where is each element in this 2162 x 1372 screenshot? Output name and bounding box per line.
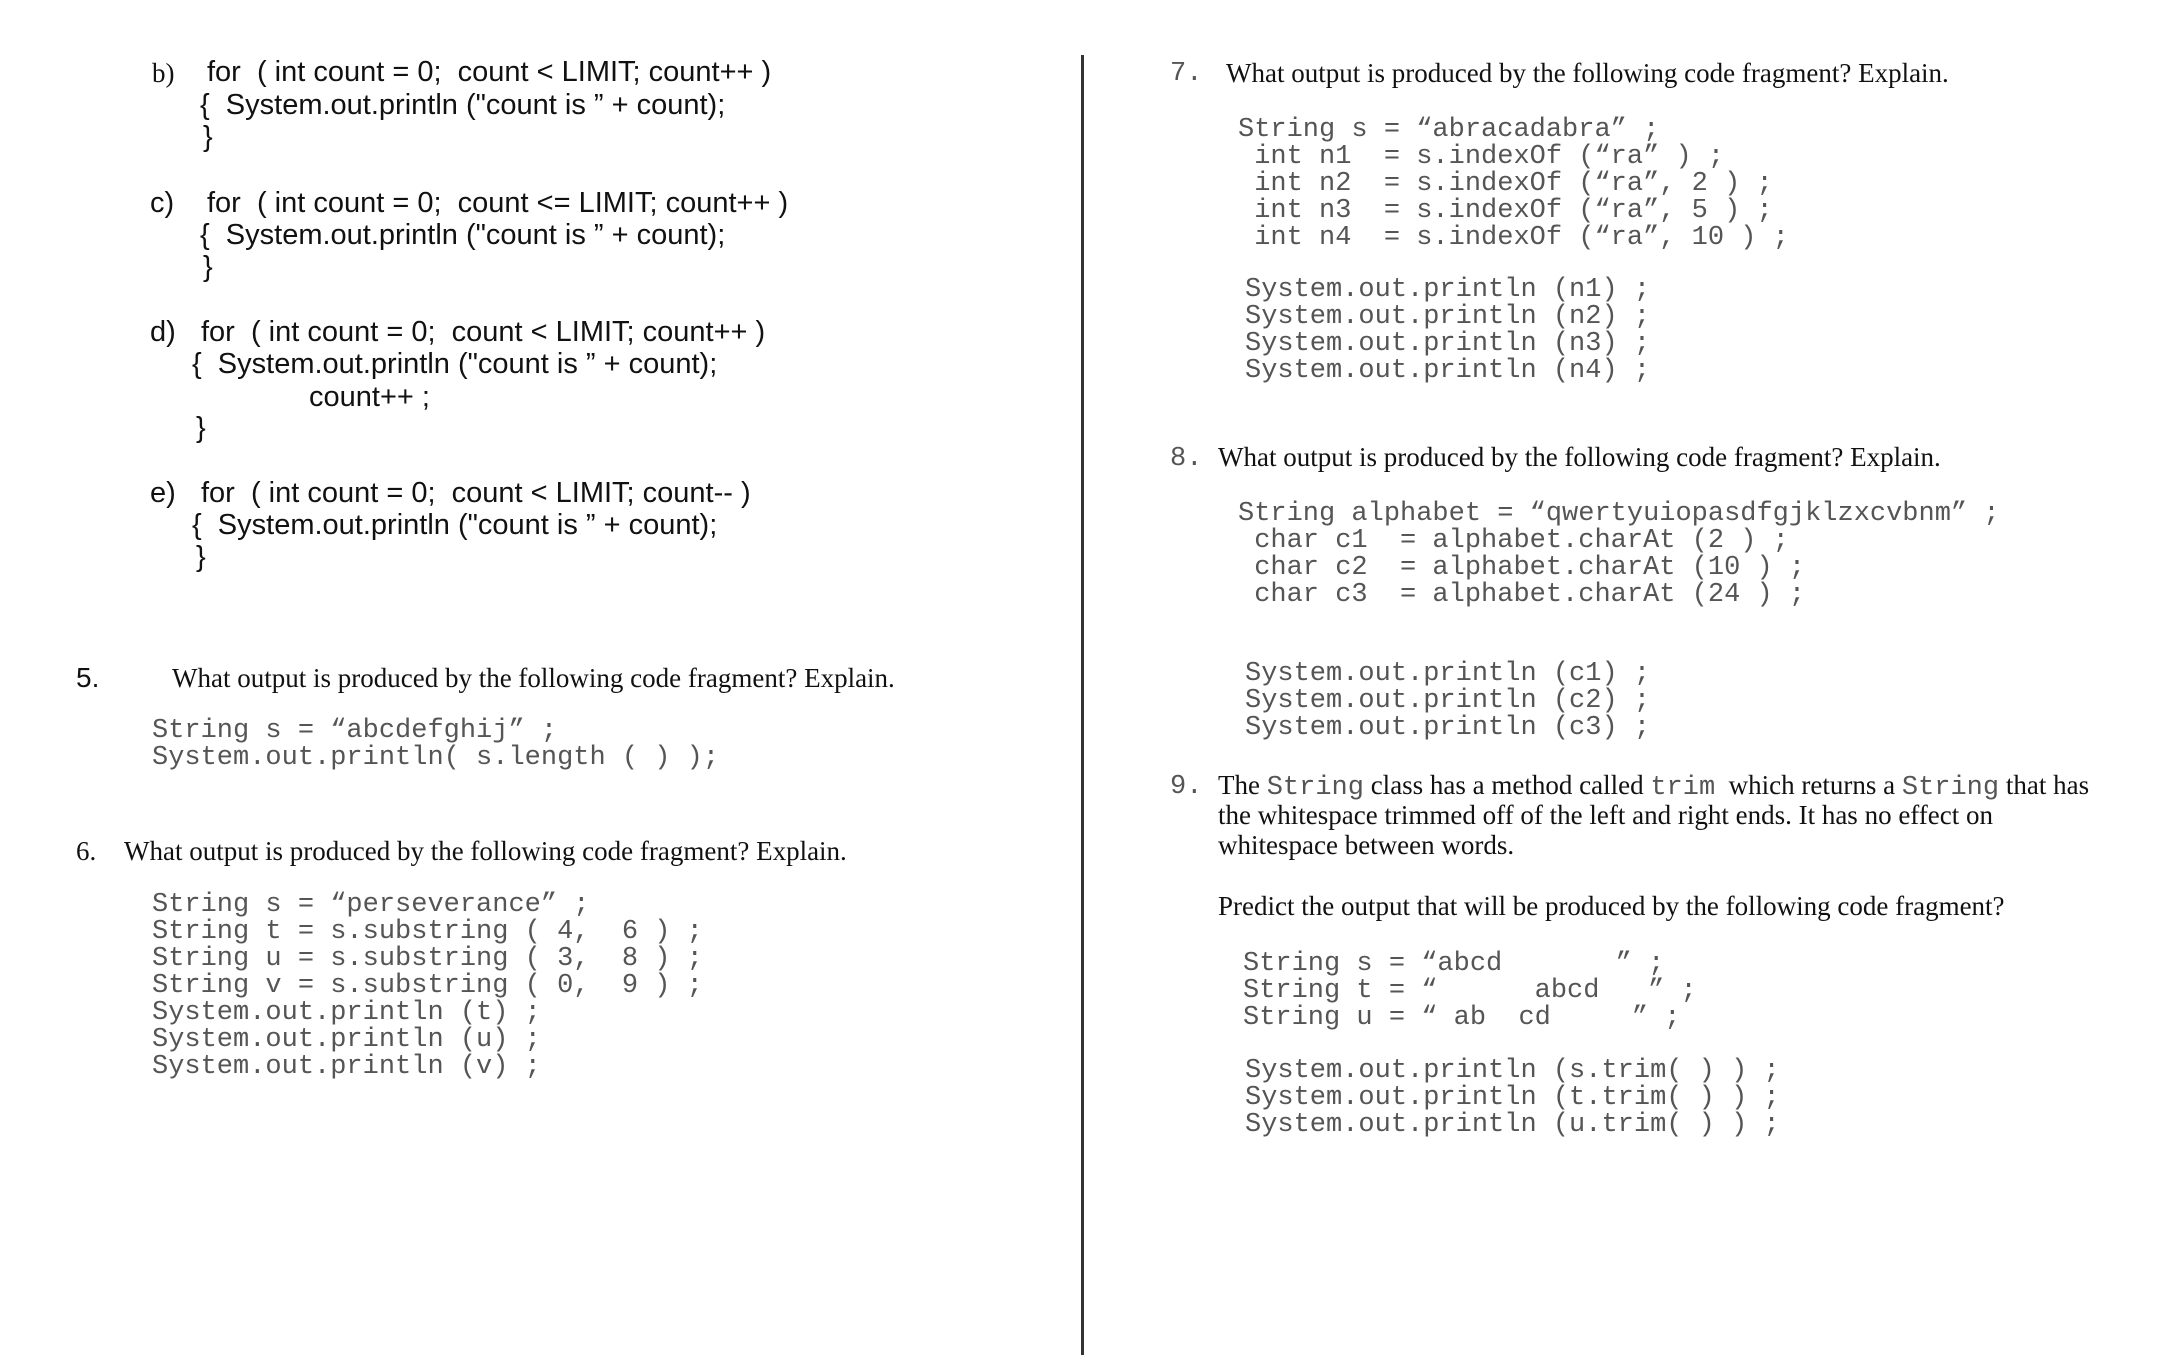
code-line: System.out.println (c2) ; — [1245, 686, 1651, 716]
code-line: String s = “abracadabra” ; — [1238, 115, 1660, 145]
loop-e-body-line: { System.out.println ("count is ” + count); — [192, 509, 718, 541]
code-line: System.out.println (t) ; — [152, 998, 541, 1028]
code-line: String t = s.substring ( 4, 6 ) ; — [152, 917, 703, 947]
code-line: System.out.println (c3) ; — [1245, 713, 1651, 743]
column-divider — [1081, 55, 1084, 1355]
code-line: String s = “abcd ” ; — [1243, 949, 1665, 979]
loop-c-label: c) — [150, 187, 175, 219]
code-line: System.out.println (c1) ; — [1245, 659, 1651, 689]
code-line: System.out.println( s.length ( ) ); — [152, 743, 720, 773]
q9-code-print — [1245, 1058, 1780, 1139]
code-line: System.out.println (n2) ; — [1245, 302, 1651, 332]
loop-d-header: for ( int count = 0; count < LIMIT; count++ ) — [201, 316, 766, 348]
q9-code-decl — [1243, 951, 1697, 1032]
code-line: System.out.println (t.trim( ) ) ; — [1245, 1083, 1780, 1113]
loop-c-body-line: } — [203, 251, 213, 283]
loop-d-body-line: { System.out.println ("count is ” + count); — [192, 348, 718, 380]
loop-c-header: for ( int count = 0; count <= LIMIT; count++ ) — [207, 187, 789, 219]
loop-b-body-line: } — [203, 121, 213, 153]
code-line: String v = s.substring ( 0, 9 ) ; — [152, 971, 703, 1001]
code-line: int n1 = s.indexOf (“ra” ) ; — [1238, 142, 1725, 172]
q8-number: 8. — [1170, 444, 1203, 474]
code-line: System.out.println (n1) ; — [1245, 275, 1651, 305]
loop-c-body-line: { System.out.println ("count is ” + count); — [200, 219, 726, 251]
q9-text: class has a method called — [1363, 770, 1651, 800]
loop-e-body-line: } — [196, 541, 206, 573]
q9-line-1 — [1218, 770, 2089, 803]
q6-number: 6. — [76, 836, 97, 866]
loop-b-header: for ( int count = 0; count < LIMIT; count++ ) — [207, 56, 772, 88]
code-line: int n4 = s.indexOf (“ra”, 10 ) ; — [1238, 223, 1789, 253]
loop-d-body-line: } — [196, 412, 206, 444]
q9-code-term: trim — [1650, 773, 1716, 803]
q9-code-term: String — [1266, 773, 1364, 803]
q9-text: The — [1218, 770, 1267, 800]
code-line: char c1 = alphabet.charAt (2 ) ; — [1238, 526, 1789, 556]
q9-text: which returns a — [1715, 770, 1902, 800]
code-line: System.out.println (n4) ; — [1245, 356, 1651, 386]
q7-code-print — [1245, 277, 1650, 385]
q8-code-print — [1245, 661, 1650, 742]
q5-number: 5. — [76, 662, 100, 693]
q9-line-3: whitespace between words. — [1218, 830, 1515, 860]
q9-line-2: the whitespace trimmed off of the left and right ends. It has no effect on — [1218, 800, 1994, 830]
code-line: System.out.println (s.trim( ) ) ; — [1245, 1056, 1780, 1086]
code-line: String t = “ abcd ” ; — [1243, 976, 1697, 1006]
code-line: String s = “perseverance” ; — [152, 890, 590, 920]
loop-b-label: b) — [152, 58, 175, 88]
q9-number: 9. — [1170, 772, 1203, 802]
q6-prompt: What output is produced by the following code fragment? Explain. — [124, 836, 847, 866]
code-line: int n2 = s.indexOf (“ra”, 2 ) ; — [1238, 169, 1773, 199]
q5-prompt: What output is produced by the following code fragment? Explain. — [172, 663, 895, 693]
q9-code-term: String — [1901, 773, 2000, 803]
q7-code-decl — [1238, 117, 1789, 252]
code-line: int n3 = s.indexOf (“ra”, 5 ) ; — [1238, 196, 1773, 226]
q7-prompt: What output is produced by the following code fragment? Explain. — [1226, 58, 1949, 88]
q8-code-decl — [1238, 501, 2000, 609]
code-line: System.out.println (n3) ; — [1245, 329, 1651, 359]
code-line: String u = “ ab cd ” ; — [1243, 1003, 1681, 1033]
code-line: System.out.println (u) ; — [152, 1025, 541, 1055]
loop-e-header: for ( int count = 0; count < LIMIT; count-- ) — [201, 477, 751, 509]
code-line: char c2 = alphabet.charAt (10 ) ; — [1238, 553, 1806, 583]
code-line: String alphabet = “qwertyuiopasdfgjklzxcvbnm” ; — [1238, 499, 2000, 529]
code-line: System.out.println (v) ; — [152, 1052, 541, 1082]
code-line: String s = “abcdefghij” ; — [152, 716, 558, 746]
q9-predict: Predict the output that will be produced by the following code fragment? — [1218, 891, 2005, 921]
loop-d-label: d) — [150, 316, 176, 348]
q5-code — [152, 718, 719, 772]
q9-text: that has — [1999, 770, 2090, 800]
q6-code — [152, 892, 703, 1081]
loop-e-label: e) — [150, 477, 176, 509]
code-line: System.out.println (u.trim( ) ) ; — [1245, 1110, 1780, 1140]
code-line: String u = s.substring ( 3, 8 ) ; — [152, 944, 703, 974]
q7-number: 7. — [1170, 59, 1203, 89]
code-line: char c3 = alphabet.charAt (24 ) ; — [1238, 580, 1806, 610]
loop-d-body-line: count++ ; — [309, 381, 430, 413]
loop-b-body-line: { System.out.println ("count is ” + count); — [200, 89, 726, 121]
q8-prompt: What output is produced by the following code fragment? Explain. — [1218, 442, 1941, 472]
